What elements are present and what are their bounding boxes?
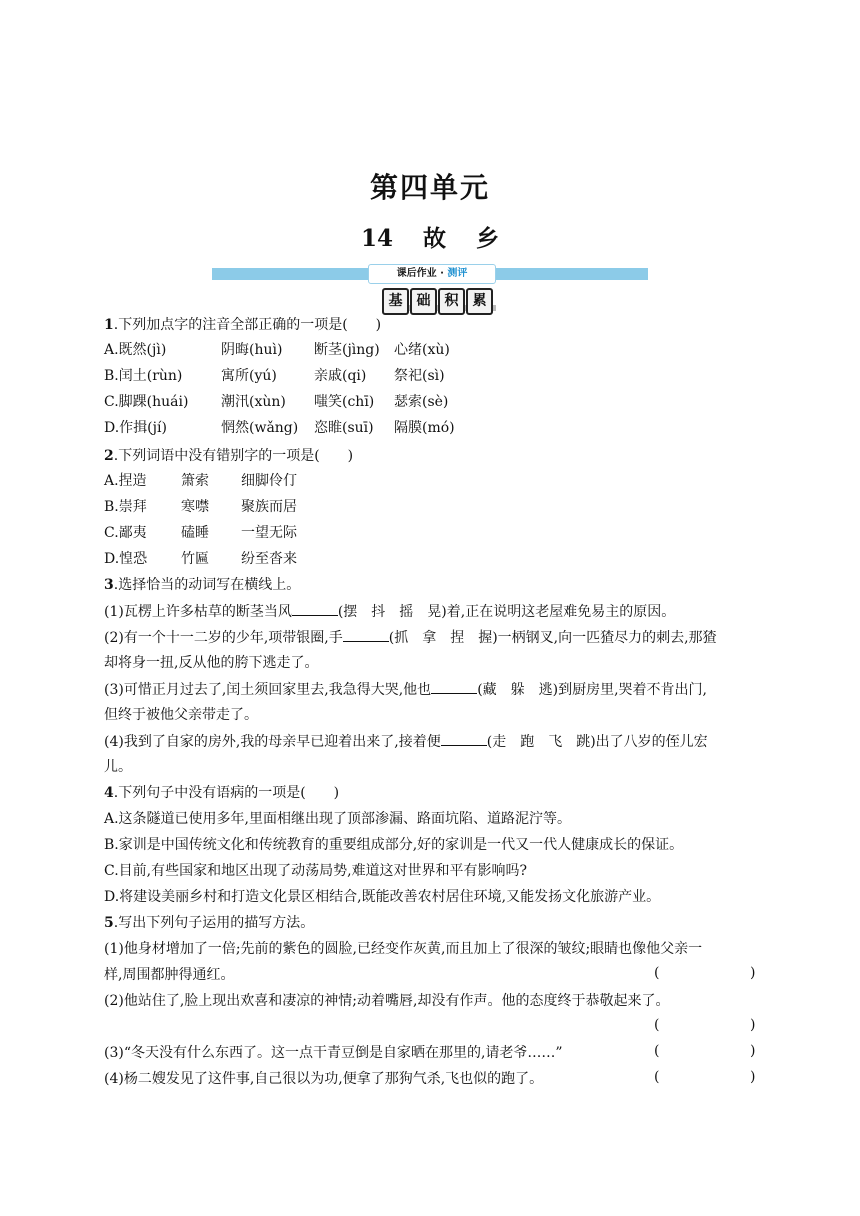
option: B.家训是中国传统文化和传统教育的重要组成部分,好的家训是一代又一代人健康成长的保证。	[104, 837, 684, 853]
question-stem: .写出下列句子运用的描写方法。	[113, 915, 315, 931]
unit-title: 第四单元	[369, 171, 490, 204]
answer-paren-close: )	[750, 1043, 756, 1059]
answer-paren-open: (	[654, 965, 660, 981]
option: C.目前,有些国家和地区出现了动荡局势,难道这对世界和平有影响吗?	[104, 863, 528, 879]
sentence	[104, 679, 707, 700]
sentence: (2)他站住了,脸上现出欢喜和凄凉的神情;动着嘴唇,却没有作声。他的态度终于恭敬起来了。	[104, 993, 670, 1009]
answer-blank[interactable]	[343, 627, 389, 642]
question-2	[104, 446, 353, 466]
lesson-title-char: 故	[423, 225, 446, 252]
section-char: 累	[466, 288, 493, 315]
question-number: 3	[104, 577, 114, 593]
sentence: (1)他身材增加了一倍;先前的紫色的圆脸,已经变作灰黄,而且加上了很深的皱纹;眼睛也像他父亲一	[104, 941, 703, 957]
option: 磕睡	[181, 525, 209, 541]
answer-blank[interactable]	[431, 679, 477, 694]
option: 嗤笑(chī)	[314, 394, 375, 410]
sentence: (4)杨二嫂发见了这件事,自己很以为功,便拿了那狗气杀,飞也似的跑了。	[104, 1071, 544, 1087]
section-char: 础	[410, 288, 437, 315]
sentence-continued: 样,周围都肿得通红。	[104, 967, 235, 983]
option-row	[104, 418, 455, 438]
option: 隔膜(mó)	[394, 420, 455, 436]
option: 竹匾	[181, 551, 209, 567]
option-row	[104, 340, 450, 360]
option-row	[104, 523, 297, 543]
option: 惘然(wǎng)	[221, 420, 299, 436]
question-stem: .下列加点字的注音全部正确的一项是( )	[113, 317, 382, 333]
option: 一望无际	[241, 525, 297, 541]
option: A.这条隧道已使用多年,里面相继出现了顶部渗漏、路面坑陷、道路泥泞等。	[104, 811, 572, 827]
option: C.鄙夷	[104, 525, 147, 541]
option: 祭祀(sì)	[394, 368, 445, 384]
question-3	[104, 575, 300, 595]
answer-blank[interactable]	[292, 601, 338, 616]
option: 潮汛(xùn)	[221, 394, 286, 410]
option: 亲戚(qi)	[314, 368, 367, 384]
option: 细脚伶仃	[241, 473, 297, 489]
question-number: 5	[104, 915, 114, 931]
option-row	[104, 392, 448, 412]
option: 聚族而居	[241, 499, 297, 515]
question-stem: .下列句子中没有语病的一项是( )	[113, 785, 340, 801]
lesson-title-char: 乡	[476, 225, 500, 252]
sentence: (3)“冬天没有什么东西了。这一点干青豆倒是自家晒在那里的,请老爷……”	[104, 1045, 563, 1061]
option: D.惶恐	[104, 551, 148, 567]
answer-blank[interactable]	[441, 731, 487, 746]
question-stem: .选择恰当的动词写在横线上。	[113, 577, 301, 593]
question-number: 4	[104, 785, 114, 801]
question-1	[104, 315, 381, 335]
answer-paren-open: (	[654, 1043, 660, 1059]
answer-paren-open: (	[654, 1017, 660, 1033]
option: A.捏造	[104, 473, 147, 489]
option: 箫索	[181, 473, 209, 489]
option: D.将建设美丽乡村和打造文化景区相结合,既能改善农村居住环境,又能发扬文化旅游产业。	[104, 889, 661, 905]
sentence-text: (抓 拿 捏 握)一柄钢叉,向一匹猹尽力的刺去,那猹	[388, 630, 717, 646]
option-row	[104, 366, 445, 386]
sentence-text: (3)可惜正月过去了,闰土须回家里去,我急得大哭,他也	[104, 682, 432, 698]
option: C.脚踝(huái)	[104, 394, 189, 410]
sentence-text: (1)瓦楞上许多枯草的断茎当风	[104, 604, 292, 620]
sentence	[104, 731, 708, 752]
option: 阴晦(huì)	[221, 342, 283, 358]
question-5	[104, 913, 314, 933]
option: 瑟索(sè)	[394, 394, 449, 410]
answer-paren-close: )	[750, 965, 756, 981]
sentence-continued: 却将身一扭,反从他的胯下逃走了。	[104, 655, 319, 671]
option: 恣睢(suī)	[314, 420, 374, 436]
option: B.闰土(rùn)	[104, 368, 183, 384]
option: A.既然(jì)	[104, 342, 167, 358]
option: 寒噤	[181, 499, 209, 515]
answer-paren-close: )	[750, 1069, 756, 1085]
section-char: 积	[438, 288, 465, 315]
banner-label	[368, 264, 496, 284]
option: 纷至沓来	[241, 551, 297, 567]
sentence-text: (藏 躲 逃)到厨房里,哭着不肯出门,	[477, 682, 708, 698]
option-row	[104, 471, 297, 491]
lesson-number: 14	[360, 225, 393, 252]
answer-paren-open: (	[654, 1069, 660, 1085]
answer-paren-close: )	[750, 1017, 756, 1033]
sentence	[104, 601, 675, 622]
question-number: 1	[104, 317, 114, 333]
sentence-continued: 但终于被他父亲带走了。	[104, 707, 258, 723]
question-4	[104, 783, 339, 803]
section-heading	[382, 288, 493, 314]
banner-label-prefix: 课后作业 ·	[396, 268, 448, 279]
sentence-text: (2)有一个十一二岁的少年,项带银圈,手	[104, 630, 343, 646]
sentence-continued: 儿。	[104, 759, 132, 775]
sentence-text: (4)我到了自家的房外,我的母亲早已迎着出来了,接着便	[104, 734, 441, 750]
option: 寓所(yú)	[221, 368, 277, 384]
option: 断茎(jìng)	[314, 342, 380, 358]
option: D.作揖(jí)	[104, 420, 167, 436]
sentence	[104, 627, 717, 648]
banner-label-highlight: 测评	[447, 268, 468, 279]
question-stem: .下列词语中没有错别字的一项是( )	[113, 448, 354, 464]
lesson-title	[0, 220, 860, 253]
sentence-text: (走 跑 飞 跳)出了八岁的侄儿宏	[486, 734, 708, 750]
question-number: 2	[104, 448, 114, 464]
option: 心绪(xù)	[394, 342, 450, 358]
sentence-text: (摆 抖 摇 晃)着,正在说明这老屋难免易主的原因。	[337, 604, 676, 620]
option-row	[104, 497, 297, 517]
option: B.崇拜	[104, 499, 147, 515]
section-char: 基	[382, 288, 409, 315]
option-row	[104, 549, 297, 569]
